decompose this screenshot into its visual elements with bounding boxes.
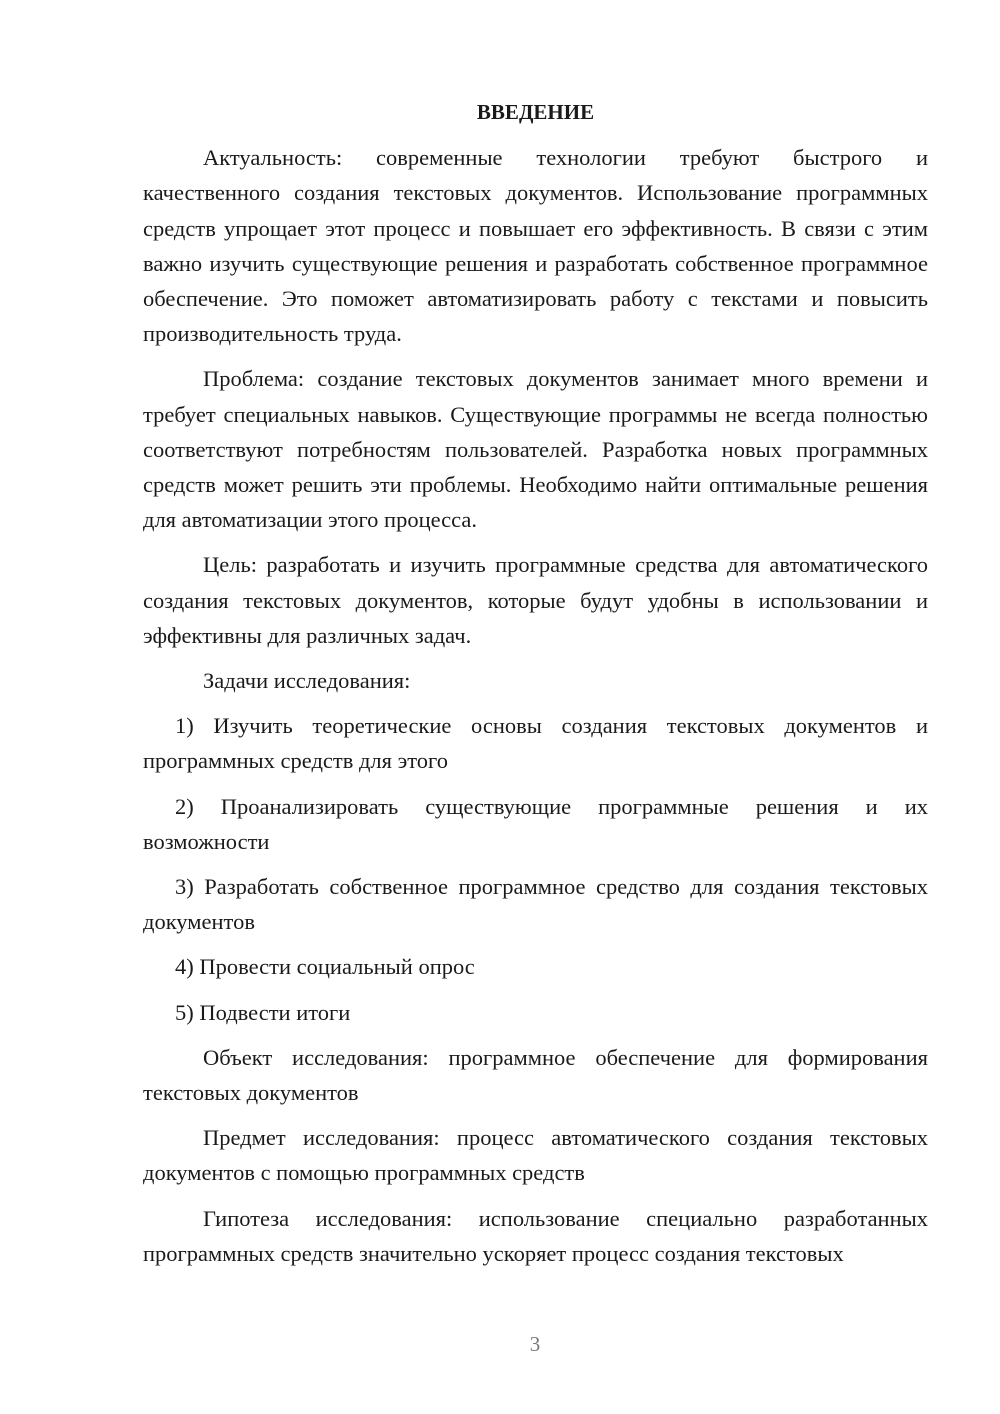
paragraph-subject: Предмет исследования: процесс автоматического создания текстовых документов с помощью программных средств bbox=[143, 1125, 928, 1186]
task-item-4: 4) Провести социальный опрос bbox=[175, 954, 475, 980]
paragraph-goal: Цель: разработать и изучить программные средства для автоматического создания текстовых документов, которые будут удобны в использовании и эффективны для различных задач. bbox=[143, 552, 928, 648]
tasks-heading: Задачи исследования: bbox=[203, 668, 411, 694]
task-item-2: 2) Проанализировать существующие программные решения и их возможности bbox=[143, 793, 928, 854]
paragraph-hypothesis: Гипотеза исследования: использование специально разработанных программных средств значительно ускоряет процесс создания текстовых bbox=[143, 1205, 928, 1266]
paragraph-relevance: Актуальность: современные технологии требуют быстрого и качественного создания текстовых документов. Использование программных средств упрощает этот процесс и повышает его эффективность. В связи с этим важно изучить существующие решения и разработать собственное программное обеспечение. Это поможет автоматизировать работу с текстами и повысить производительность труда. bbox=[143, 145, 928, 347]
paragraph-problem: Проблема: создание текстовых документов занимает много времени и требует специальных навыков. Существующие программы не всегда полностью соответствуют потребностям пользователей. Разработка новых программных средств может решить эти проблемы. Необходимо найти оптимальные решения для автоматизации этого процесса. bbox=[143, 366, 928, 533]
page-number: 3 bbox=[529, 1332, 541, 1356]
task-item-5: 5) Подвести итоги bbox=[175, 999, 351, 1025]
page-content bbox=[143, 95, 928, 1281]
paragraph-object: Объект исследования: программное обеспечение для формирования текстовых документов bbox=[143, 1044, 928, 1106]
page-title: ВВЕДЕНИЕ bbox=[476, 100, 595, 124]
task-item-3: 3) Разработать собственное программное средство для создания текстовых документов bbox=[143, 874, 928, 935]
task-item-1: 1) Изучить теоретические основы создания текстовых документов и программных средств для этого bbox=[143, 713, 928, 774]
